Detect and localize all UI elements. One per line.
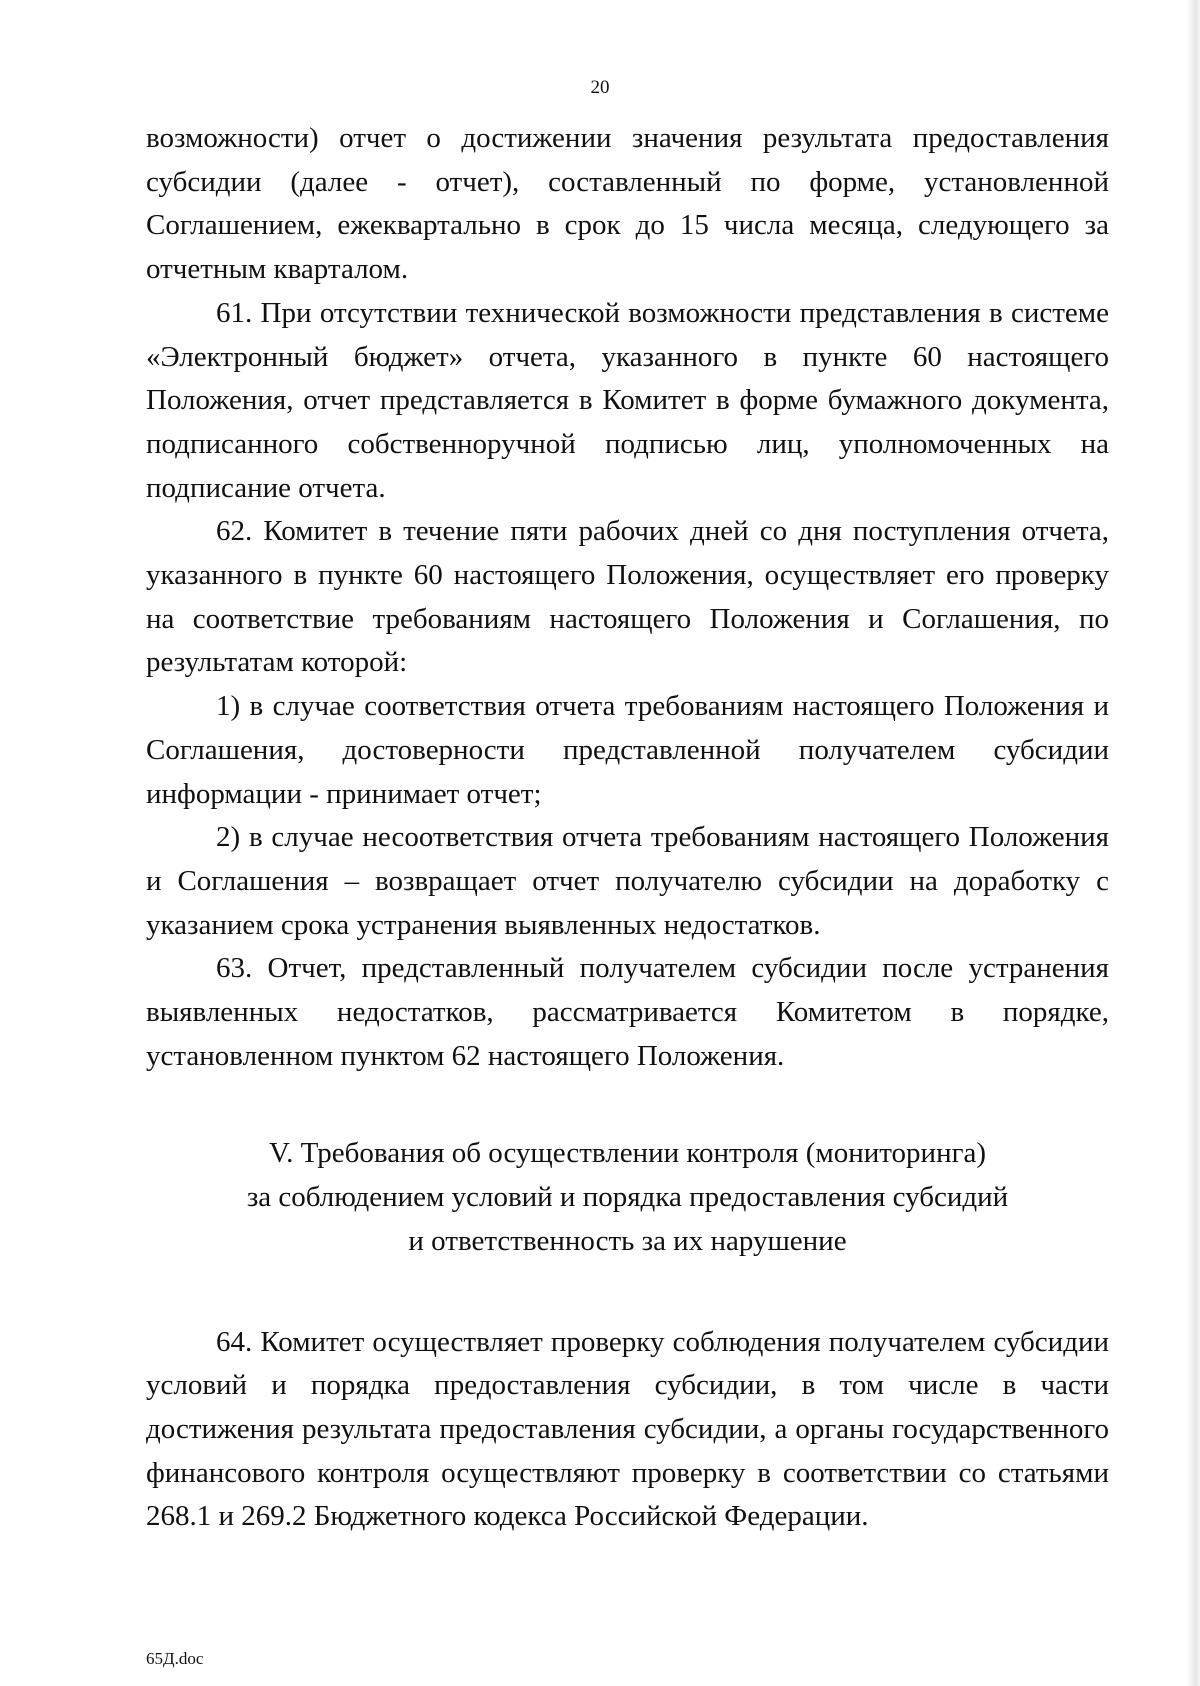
section-heading-line-3: и ответственность за их нарушение bbox=[408, 1224, 847, 1257]
paragraph-61: 61. При отсутствии технической возможности представления в системе «Электронный бюджет» отчета, указанного в пункте 60 настоящего Положения, отчет представляется в Комитет в форме бумажного документа, подписанного собственноручной подписью лиц, уполномоченных на подписание отчета. bbox=[146, 296, 1109, 504]
paragraph-63: 63. Отчет, представленный получателем субсидии после устранения выявленных недостатков, рассматривается Комитетом в порядке, установленном пунктом 62 настоящего Положения. bbox=[146, 952, 1109, 1072]
section-heading-line-1: V. Требования об осуществлении контроля (мониторинга) bbox=[268, 1137, 987, 1170]
section-heading-line-2: за соблюдением условий и порядка предоставления субсидий bbox=[246, 1181, 1009, 1214]
paragraph-62-item-2: 2) в случае несоответствия отчета требованиям настоящего Положения и Соглашения – возвращает отчет получателю субсидии на доработку с указанием срока устранения выявленных недостатков. bbox=[146, 821, 1109, 941]
document-body bbox=[146, 117, 1109, 1539]
page-number: 20 bbox=[590, 77, 610, 98]
scan-edge bbox=[1186, 0, 1200, 1686]
footer-filename: 65Д.doc bbox=[146, 1649, 204, 1668]
section-heading bbox=[146, 1132, 1109, 1263]
paragraph-62: 62. Комитет в течение пяти рабочих дней со дня поступления отчета, указанного в пункте 60 настоящего Положения, осуществляет его проверку на соответствие требованиям настоящего Положения и Соглашения, по результатам которой: bbox=[146, 515, 1109, 679]
paragraph-64: 64. Комитет осуществляет проверку соблюдения получателем субсидии условий и порядка предоставления субсидии, в том числе в части достижения результата предоставления субсидии, а органы государственного финансового контроля осуществляют проверку в соответствии со статьями 268.1 и 269.2 Бюджетного кодекса Российской Федерации. bbox=[146, 1325, 1109, 1533]
paragraph-60-continuation: возможности) отчет о достижении значения результата предоставления субсидии (далее - отчет), составленный по форме, установленной Соглашением, ежеквартально в срок до 15 числа месяца, следующего за отчетным кварталом. bbox=[146, 122, 1109, 286]
paragraph-62-item-1: 1) в случае соответствия отчета требованиям настоящего Положения и Соглашения, достоверности представленной получателем субсидии информации - принимает отчет; bbox=[146, 690, 1109, 810]
